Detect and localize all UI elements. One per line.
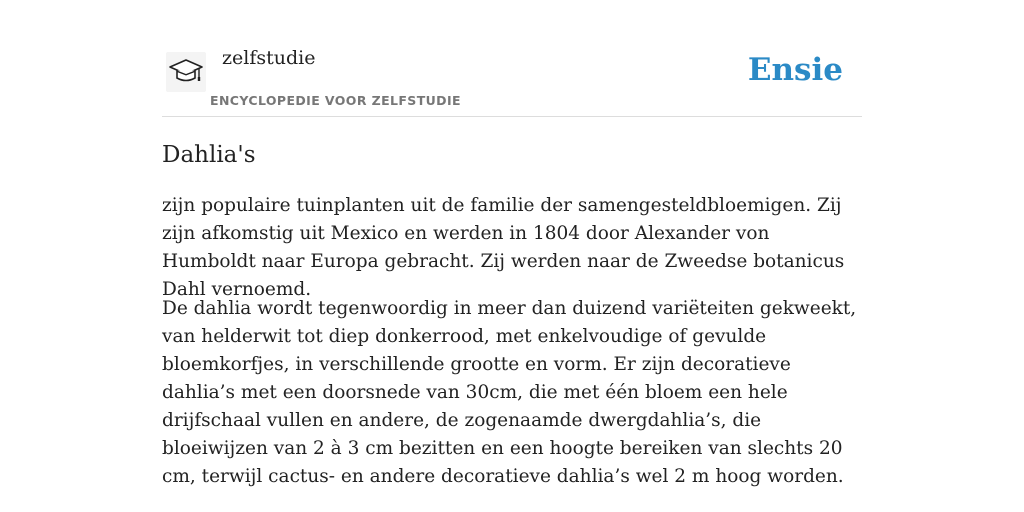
article-paragraph: zijn populaire tuinplanten uit de familie der samengesteldbloemigen. Zij zijn afkomstig uit Mexico en werden in 1804 door Alexander von Humboldt naar Europa gebracht. Zij werden naar de Zweedse botanicus Dahl vernoemd. <box>162 195 845 300</box>
page <box>162 0 862 487</box>
site-header <box>162 0 862 117</box>
article-title: Dahlia's <box>162 142 256 168</box>
brand-logo[interactable]: Ensie <box>747 52 843 88</box>
site-tagline: ENCYCLOPEDIE VOOR ZELFSTUDIE <box>210 93 461 108</box>
article-paragraph: De dahlia wordt tegenwoordig in meer dan duizend variëteiten gekweekt, van helderwit tot diep donkerrood, met enkelvoudige of gevulde bloemkorfjes, in verschillende grootte en vorm. Er zijn decoratieve dahlia’s met een doorsnede van 30cm, die met één bloem een hele drijfschaal vullen en andere, de zogenaamde dwergdahlia’s, die bloeiwijzen van 2 à 3 cm bezitten en een hoogte bereiken van slechts 20 cm, terwijl cactus- en andere decoratieve dahlia’s wel 2 m hoog worden. <box>162 298 857 487</box>
site-name[interactable]: zelfstudie <box>222 47 316 69</box>
graduation-cap-icon[interactable] <box>166 52 206 92</box>
